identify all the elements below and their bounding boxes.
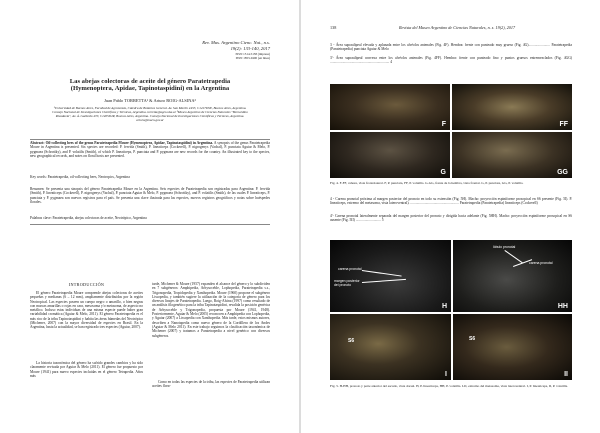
left-page [0,0,299,433]
divider-bottom [30,224,270,225]
fig4-label-GG: GG [557,169,568,176]
fig5-photo-I [330,314,451,380]
page-number: 138 [330,25,337,30]
fig5-anno-margen: margen posterior del pronoto [334,279,360,287]
col2-para-2: Como en todas las especies de la tribu, las especies de Paratetrapedia utilizan aceites flora- [152,380,270,389]
fig5-anno-carena-2: carena pronotal [529,261,553,265]
fig5-label-II: II [564,371,568,378]
intro-para-1: El género Paratetrapedia Moure comprende abejas colectoras de aceites pequeñas y medianas (6 – 12 mm), ampliamente distribuidas por la región Neotropical. Las especies poseen un cuerpo negro o amarillo, o bien negras con marcas amarillas o rojas en cara, mesosoma y/o metasoma, de aspecto no metálico. Incluso estas individuas de una misma especie puede haber gran variabilidad cromática (Aguiar & Melo, 2011). El género Paratetrapedia es el más rico de la tribu Tapinotaspidini y habita las áreas húmedas del Neotrópico (Michener, 2007) con la mayor diversidad de especies en Brasil. En la Argentina, hasta la actualidad, se han registrado tres especies (Aguiar, 2007). [30,291,143,330]
running-head: Revista del Museo Argentino de Ciencias Naturales, n. s. 19(2), 2017 [399,25,516,30]
journal-volume: 19(2): 133-140, 2017 [230,45,270,51]
fig5-anno-line-3 [504,250,523,263]
fig4-photo-FF [452,84,572,130]
fig5-label-S6-a: S6 [348,338,355,344]
resumen: Resumen: Se presenta una sinopsis del género Paratetrapedia Moure en la Argentina. Seis especies de Paratetrapedia son registradas para Argentina: P. fervida (Smith), P. lineaticeps (Cockerell), P. nigrogenys (Vachal), P. punctata Aguiar & Melo, P. pygmaea (Schrottky), and P. volatilis (Smith), de las cuales P. lineaticeps, P. punctata y P. pygmaea son nuevos registros para el país. Se presenta una clave ilustrada para las especies, nuevos registros geográficos y notas sobre huéspedes florales. [30,187,270,204]
journal-name: Rev. Mus. Argentino Cienc. Nat., n.s. [202,40,270,45]
fig5-anno-line-2 [362,279,406,283]
palabras-clave: Palabras clave: Paratetrapedia, abejas colectoras de aceite, Neotrópico, Argentina [30,216,147,220]
fig4-label-F: F [441,121,446,128]
fig5-label-HH: HH [557,303,568,310]
key-3b: 3'- Área supraalipeal convexa entre los alvéolos antenales (Fig. 4FF). Hembra: frente con punteado fino y puntos gruesos entremezclados (Fig. 4GG) .................................................................. 4 [330,56,572,65]
fig5-label-I: I [445,371,447,378]
key-4b: 4'- Carena pronotal lateralmente separada del margen posterior del pronoto y dirigida hacia adelante (Fig. 5HH). Macho: proyección espiniforme prosopical en S6 ausente (Fig. 5II) ............................ 5 [330,214,572,223]
fig4-label-G: G [440,169,446,176]
fig5-caption: Fig. 5. H-HH, pronoto y parte anterior del escudo, vista dorsal. H, P. lineaticeps, HH, P. volatilis. I-II, extremo del metasoma, vista lateroventral. I, P. lineaticeps, II, P. volatilis. [330,384,568,388]
right-page [301,0,600,433]
abstract [30,141,270,158]
fig4-caption: Fig. 4. F-FF, cabeza, vista frontolateral. F, P. punctata, FF, P. volatilis. G-GG, frente de la hembra, vista frontal. G, P. punctata, GG, P. volatilis. [330,181,524,185]
key-3a: 3 - Área supraalipeal elevada y aplanada entre los alvéolos antenales (Fig. 4F). Hembra: frente con punteado muy grueso (Fig. 4G)........................ Paratetrapedia (Paratetrapedia) punctata Aguiar & Melo [330,43,572,52]
fig5-anno-carena: carena pronotal [338,267,362,271]
issn-online: ISSN 1853-0400 (en línea) [235,55,270,60]
title-line-2: (Hymenoptera, Apidae, Tapinotaspidini) en la Argentina [70,85,230,93]
title-line-1: Las abejas colectoras de aceite del género Paratetrapedia [69,78,231,85]
fig5-label-H: H [441,303,447,310]
abstract-label: Abstract: Oil-collecting bees of the genus Paratetrapedia Moure (Hymenoptera, Apidae, Tapinotaspidini) in Argentina. [30,141,214,145]
col2-para-1: tarde, Michener & Moure (1957) expanden el alcance del género y lo subdividen en 7 subgéneros: Amphipedia, Arhysoceble, Lophopedia, Paratetrapedia s.s., Trigonopedia, Tropidopedia y Xanthopedia. Moure (1960) propone el subgénero Lissopedia, y también sugiere la utilización de la categoría de género para los diversos linajes de Paratetrapedia. Luego, Roig-Alsina (1997) como resultado de un análisis filogenético para la tribu Tapinotaspidini, revalida la posición genérica de Arhysoceble y Trigonopedia, propuesta por Moure (1941, 1948). Posteriormente, Aguiar & Melo (2005) reconocen a Amphipedia con Lophopedia, y Aguiar (2007) a Lissopedia con Xanthopedia. Más tarde, estos mismos autores, describen a Nanotapedia como nuevo género de la Cordillera de los Andes (Aguiar & Melo 2011). En este trabajo seguimos la clasificación taxonómica de Michener (2007) y tratamos a Paratetrapedia a nivel genérico con diversos subgéneros. [152,282,270,338]
fig4-photo-F [330,84,450,130]
intro-heading: INTRODUCCIÓN [68,282,105,287]
article-title [30,78,270,93]
affiliation: ¹Universidad de Buenos Aires, Facultad de Agronomía, Cátedra de Botánica General. Av. San Martín 4453, C1417DSE, Buenos Aires, Argentina. Consejo Nacional de Investigaciones Científicas y Técnicas, Argentina. torretta@agro.uba.ar ²Museo Argentino de Ciencias Naturales "Bernardino Rivadavia", Av. Á. Gallardo 470, C1405DJR, Buenos Aires, Argentina. Consejo Nacional de Investigaciones Científicas y Técnicas, Argentina. arturo@macn.gov.ar [52,106,248,122]
fig4-photo-GG [452,132,572,178]
issn-print: ISSN 1514-5158 (impresa) [235,51,270,56]
fig5-photo-H [330,240,451,312]
fig5-photo-II [453,314,572,380]
intro-para-2: La historia taxonómica del género ha sufrido grandes cambios y ha sido claramente revisada por Aguiar & Melo (2011). El género fue propuesto por Moure (1941) para nuevo especies incluidas en el género Tetrapedia. Años más [30,361,143,378]
fig5-label-S6-b: S6 [469,336,476,342]
key-4a: 4 - Carena pronotal próxima al margen posterior del pronoto en todo su extensión (Fig. 5H). Macho: proyección espiniforme prosopical en S6 presente (Fig. 5I). P. lineaticeps, extremo del metasoma, vista lateroventral). ...................................................... Paratetrapedia (Paratetrapedia) lineaticeps (Cockerell) [330,197,572,206]
fig4-photo-G [330,132,450,178]
keywords: Key words: Paratetrapedia, oil-collecting bees, Neotropics, Argentina [30,175,130,179]
abstract-text: A synopsis of the genus Paratetrapedia Moure in Argentina is presented. Six species are recorded: P. fervida (Smith), P. lineaticeps (Cockerell), P. nigrogenys (Vachal), P. punctata Aguiar & Melo, P. pygmaea (Schrottky), and P. volatilis (Smith), of which P. lineaticeps, P. punctata and P. pygmaea are new records for the country. An illustrated key to the species, new geographical records, and notes on floral hosts are presented. [30,141,271,158]
divider-top [30,139,270,140]
fig4-label-FF: FF [559,121,568,128]
fig5-anno-lobulo: lóbulo pronotal [493,245,516,249]
fig5-anno-line-1 [362,270,402,277]
fig5-photo-HH [453,240,572,312]
authors: Juan Pablo TORRETTA¹ & Arturo ROIG-ALSINA² [104,98,196,103]
